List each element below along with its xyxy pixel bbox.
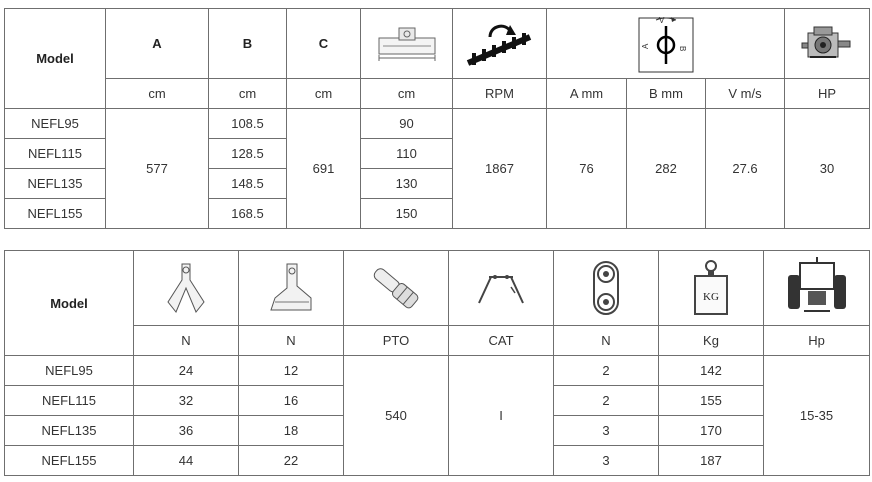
unit-hp: HP <box>785 79 870 109</box>
unit-b: cm <box>209 79 287 109</box>
model-header: Model <box>5 9 106 109</box>
y-blades-cell: 44 <box>134 446 239 476</box>
hammer-blade-icon <box>239 251 344 326</box>
unit-v: V m/s <box>706 79 785 109</box>
unit-pto: PTO <box>344 326 449 356</box>
unit-a: cm <box>106 79 209 109</box>
model-cell: NEFL155 <box>5 199 106 229</box>
col-b-header: B <box>209 9 287 79</box>
specs-table-2 <box>4 250 870 476</box>
belt-pulley-icon <box>554 251 659 326</box>
rotor-b-label: B <box>677 45 687 51</box>
three-point-hitch-icon <box>449 251 554 326</box>
model-cell: NEFL95 <box>5 356 134 386</box>
col-a-header: A <box>106 9 209 79</box>
unit-width: cm <box>361 79 453 109</box>
b-value-cell: 128.5 <box>209 139 287 169</box>
weight-cell: 155 <box>659 386 764 416</box>
weight-icon <box>659 251 764 326</box>
unit-c: cm <box>287 79 361 109</box>
b-value-cell: 148.5 <box>209 169 287 199</box>
y-blades-cell: 36 <box>134 416 239 446</box>
hp-cell: 30 <box>785 109 870 229</box>
belts-cell: 2 <box>554 386 659 416</box>
width-cell: 110 <box>361 139 453 169</box>
gearbox-icon <box>785 9 870 79</box>
width-cell: 130 <box>361 169 453 199</box>
model-cell: NEFL115 <box>5 139 106 169</box>
col-c-header: C <box>287 9 361 79</box>
pto-cell: 540 <box>344 356 449 476</box>
width-cell: 90 <box>361 109 453 139</box>
rotor-dimension-diagram-icon <box>547 9 785 79</box>
y-blades-cell: 24 <box>134 356 239 386</box>
specs-table-1 <box>4 8 870 229</box>
rotor-rotation-icon <box>453 9 547 79</box>
width-cell: 150 <box>361 199 453 229</box>
model-cell: NEFL135 <box>5 169 106 199</box>
v-cell: 27.6 <box>706 109 785 229</box>
table-row <box>5 356 870 386</box>
unit-a-mm: A mm <box>547 79 627 109</box>
b-mm-cell: 282 <box>627 109 706 229</box>
hammers-cell: 18 <box>239 416 344 446</box>
model-cell: NEFL155 <box>5 446 134 476</box>
model-cell: NEFL135 <box>5 416 134 446</box>
unit-belts: N <box>554 326 659 356</box>
unit-cat: CAT <box>449 326 554 356</box>
tractor-icon <box>764 251 870 326</box>
unit-hammers: N <box>239 326 344 356</box>
hammers-cell: 12 <box>239 356 344 386</box>
rotor-a-label: A <box>640 43 650 49</box>
unit-weight: Kg <box>659 326 764 356</box>
weight-cell: 187 <box>659 446 764 476</box>
y-blade-icon <box>134 251 239 326</box>
a-mm-cell: 76 <box>547 109 627 229</box>
unit-power: Hp <box>764 326 870 356</box>
belts-cell: 3 <box>554 446 659 476</box>
rpm-cell: 1867 <box>453 109 547 229</box>
model-cell: NEFL115 <box>5 386 134 416</box>
b-value-cell: 168.5 <box>209 199 287 229</box>
pto-shaft-icon <box>344 251 449 326</box>
c-value-cell: 691 <box>287 109 361 229</box>
belts-cell: 2 <box>554 356 659 386</box>
weight-cell: 170 <box>659 416 764 446</box>
belts-cell: 3 <box>554 416 659 446</box>
hammers-cell: 16 <box>239 386 344 416</box>
weight-cell: 142 <box>659 356 764 386</box>
unit-y-blades: N <box>134 326 239 356</box>
power-cell: 15-35 <box>764 356 870 476</box>
table-row <box>5 109 870 139</box>
weight-icon-label: KG <box>703 291 719 303</box>
mulcher-side-view-icon <box>361 9 453 79</box>
y-blades-cell: 32 <box>134 386 239 416</box>
rotor-v-label: V <box>658 15 664 25</box>
cat-cell: I <box>449 356 554 476</box>
model-header: Model <box>5 251 134 356</box>
a-value-cell: 577 <box>106 109 209 229</box>
hammers-cell: 22 <box>239 446 344 476</box>
b-value-cell: 108.5 <box>209 109 287 139</box>
model-cell: NEFL95 <box>5 109 106 139</box>
unit-b-mm: B mm <box>627 79 706 109</box>
unit-rpm: RPM <box>453 79 547 109</box>
